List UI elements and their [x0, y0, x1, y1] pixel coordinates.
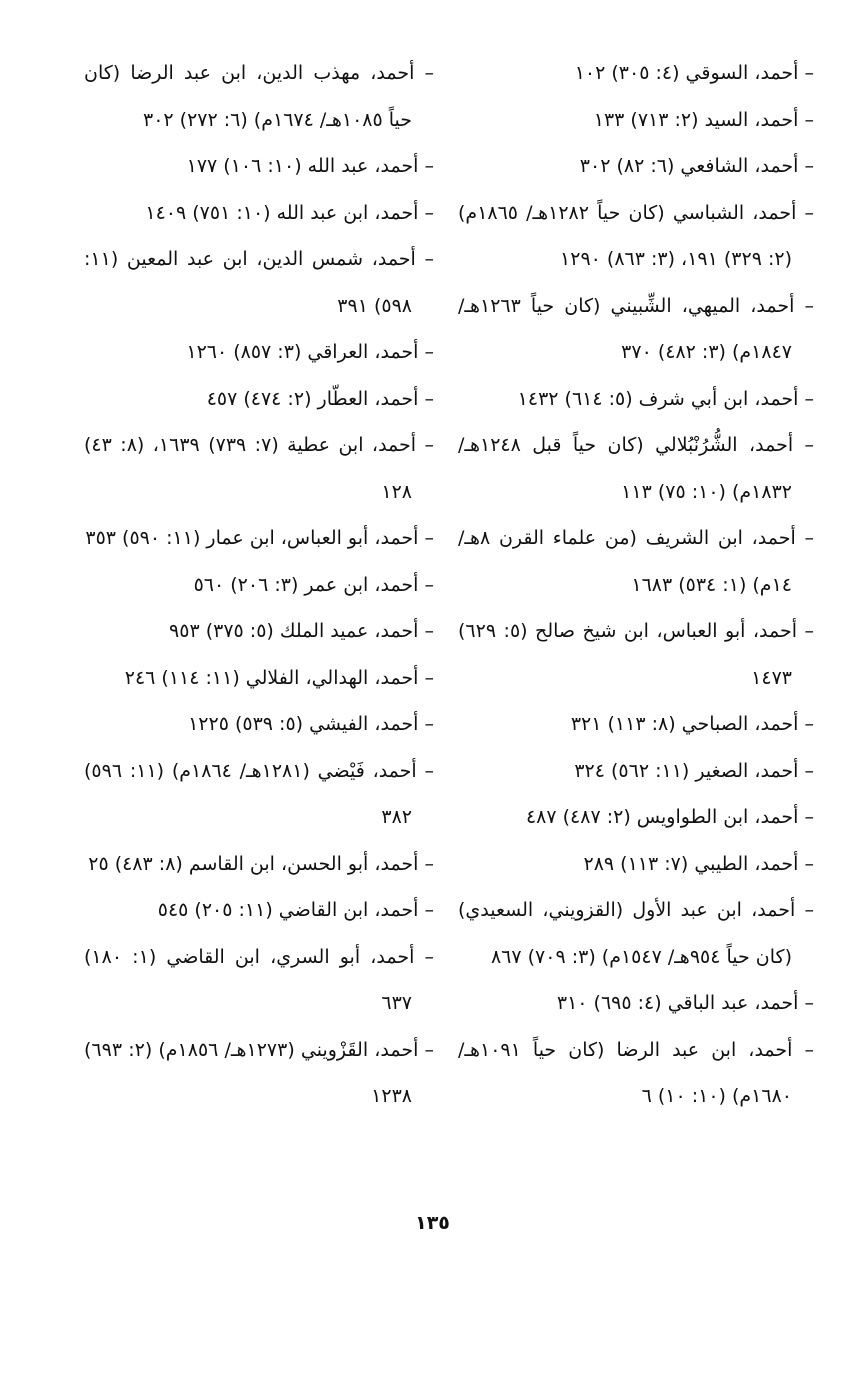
index-entry: – أحمد، شمس الدين، ابن عبد المعين (١١: ٥٩٨) ٣٩١ — [84, 248, 434, 317]
index-entry: – أحمد، ابن القاضي (١١: ٢٠٥) ٥٤٥ — [157, 899, 434, 921]
page-number: ١٣٥ — [415, 1212, 450, 1234]
index-entry: – أحمد، ابن عطية (٧: ٧٣٩) ١٦٣٩، (٨: ٤٣) ١٢٨ — [84, 434, 434, 503]
index-entry: – أحمد، الشُّرُنْبُلالي (كان حياً قبل ١٢٤٨هـ/ ١٨٣٢م) (١٠: ٧٥) ١١٣ — [458, 434, 814, 503]
index-entry: – أحمد، مهذب الدين، ابن عبد الرضا (كان حياً ١٠٨٥هـ/ ١٦٧٤م) (٦: ٢٧٢) ٣٠٢ — [84, 62, 434, 131]
index-entry: – أحمد، ابن عمر (٣: ٢٠٦) ٥٦٠ — [193, 573, 434, 596]
index-entry: – أحمد، الصغير (١١: ٥٦٢) ٣٢٤ — [574, 759, 814, 782]
index-entry: – أحمد، الصباحي (٨: ١١٣) ٣٢١ — [570, 713, 814, 735]
index-entry: – أحمد، الطيبي (٧: ١١٣) ٢٨٩ — [583, 852, 814, 875]
index-entry: – أحمد، الشباسي (كان حياً ١٢٨٢هـ/ ١٨٦٥م) (٢: ٣٢٩) ١٩١، (٣: ٨٦٣) ١٢٩٠ — [458, 201, 815, 270]
index-entry: – أحمد، ابن عبد الرضا (كان حياً ١٠٩١هـ/ ١٦٨٠م) (١٠: ١٠) ٦ — [458, 1038, 814, 1107]
index-entry: – أحمد، فَيْضي (١٢٨١هـ/ ١٨٦٤م) (١١: ٥٩٦) ٣٨٢ — [84, 759, 434, 828]
index-entry: – أحمد، أبو السري، ابن القاضي (١: ١٨٠) ٦٣٧ — [84, 945, 434, 1014]
index-entry: – أحمد، الميهي، الشِّبيني (كان حياً ١٢٦٣هـ/ ١٨٤٧م) (٣: ٤٨٢) ٣٧٠ — [458, 294, 814, 363]
index-entry: – أحمد، أبو العباس، ابن شيخ صالح (٥: ٦٢٩) ١٤٧٣ — [458, 620, 814, 689]
index-entry: – أحمد، أبو الحسن، ابن القاسم (٨: ٤٨٣) ٢٥ — [88, 852, 434, 875]
index-column-left — [84, 50, 434, 1120]
index-entry: – أحمد، عبد الباقي (٤: ٦٩٥) ٣١٠ — [556, 992, 814, 1014]
index-column-right — [458, 50, 814, 1120]
index-entry: – أحمد، السيد (٢: ٧١٣) ١٣٣ — [593, 108, 814, 131]
index-entry: – أحمد، عبد الله (١٠: ١٠٦) ١٧٧ — [186, 155, 434, 177]
index-entry: – أحمد، ابن أبي شرف (٥: ٦١٤) ١٤٣٢ — [517, 387, 814, 410]
index-entry: – أحمد، الهدالي، الفلالي (١١: ١١٤) ٢٤٦ — [124, 666, 434, 689]
index-entry: – أحمد، أبو العباس، ابن عمار (١١: ٥٩٠) ٣٥٣ — [85, 527, 434, 549]
index-entry: – أحمد، العراقي (٣: ٨٥٧) ١٢٦٠ — [186, 341, 434, 363]
index-entry: – أحمد، عميد الملك (٥: ٣٧٥) ٩٥٣ — [169, 620, 434, 642]
index-entry: – أحمد، الفيشي (٥: ٥٣٩) ١٢٢٥ — [188, 713, 434, 735]
index-entry: – أحمد، السوقي (٤: ٣٠٥) ١٠٢ — [574, 62, 814, 84]
index-entry: – أحمد، الشافعي (٦: ٨٢) ٣٠٢ — [579, 155, 814, 177]
index-entry: – أحمد، العطّار (٢: ٤٧٤) ٤٥٧ — [206, 387, 434, 410]
index-entry: – أحمد، ابن الطواويس (٢: ٤٨٧) ٤٨٧ — [525, 806, 814, 828]
index-entry: – أحمد، القَزْويني (١٢٧٣هـ/ ١٨٥٦م) (٢: ٦٩٣) ١٢٣٨ — [84, 1038, 434, 1107]
index-entry: – أحمد، ابن عبد الله (١٠: ٧٥١) ١٤٠٩ — [145, 201, 434, 224]
index-entry: – أحمد، ابن عبد الأول (القزويني، السعيدي) (كان حياً ٩٥٤هـ/ ١٥٤٧م) (٣: ٧٠٩) ٨٦٧ — [458, 899, 814, 968]
index-entry: – أحمد، ابن الشريف (من علماء القرن ٨هـ/ ١٤م) (١: ٥٣٤) ١٦٨٣ — [458, 527, 814, 596]
